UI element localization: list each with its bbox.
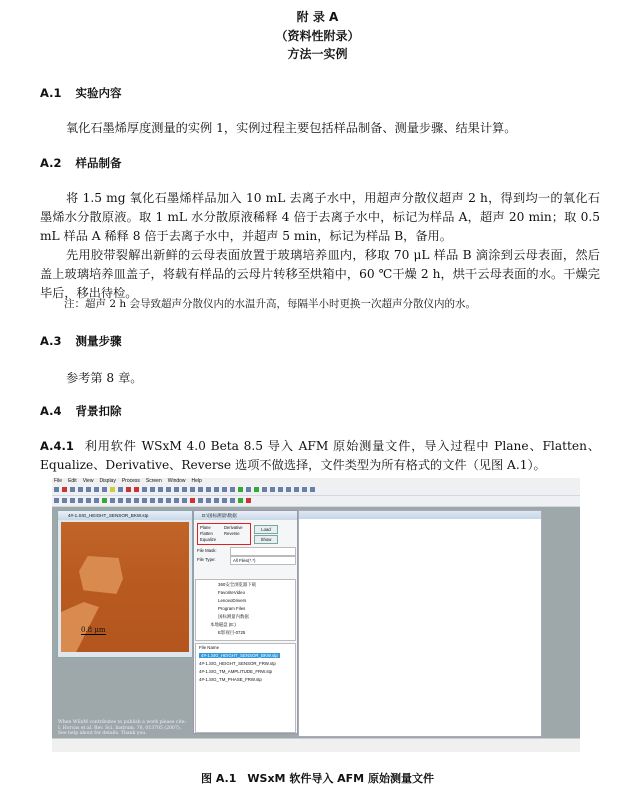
folder-tree[interactable] bbox=[195, 579, 296, 641]
tree-item[interactable]: 本地磁盘 (E:) bbox=[210, 622, 236, 627]
menu-screen[interactable]: Screen bbox=[145, 478, 162, 484]
toolbar-2 bbox=[52, 496, 580, 507]
section-heading: A.2 样品制备 bbox=[40, 156, 122, 170]
file-item-selected[interactable]: 4#-1.SIG_HEIGHT_SENSOR_BKW.stp bbox=[201, 653, 278, 658]
tree-item[interactable]: 360安全浏览器下载 bbox=[218, 582, 257, 587]
option-derivative[interactable]: Derivative bbox=[224, 525, 243, 530]
section-heading: A.3 测量步骤 bbox=[40, 334, 122, 348]
figure-caption: 图 A.1 WSxM 软件导入 AFM 原始测量文件 bbox=[201, 772, 434, 785]
option-flatten[interactable]: Flatten bbox=[200, 531, 213, 536]
file-open-panel bbox=[193, 510, 298, 734]
tree-item[interactable]: FavoriteVideo bbox=[218, 590, 246, 595]
appendix-title: 方法一实例 bbox=[287, 47, 348, 61]
paragraph: 先用胶带裂解出新鲜的云母表面放置于玻璃培养皿内，移取 70 μL 样品 B 滴涂到云母表面，然后盖上玻璃培养皿盖子，将载有样品的云母片转移至烘箱中，60 ℃干燥 2 h，烘干云母表面的水。干燥完毕后，移出待检。 bbox=[40, 248, 600, 300]
file-type-select[interactable]: All Files(*.*) bbox=[230, 556, 296, 565]
tree-item[interactable]: E影视目-0725 bbox=[218, 630, 246, 635]
folder-path: D:\国标测量\数据 bbox=[194, 511, 297, 520]
file-list bbox=[195, 643, 296, 733]
file-item[interactable]: 4#-1.SIG_HEIGHT_SENSOR_FRW.stp bbox=[199, 661, 276, 666]
paragraph: 将 1.5 mg 氧化石墨烯样品加入 10 mL 去离子水中，用超声分散仪超声 2 h，得到均一的氧化石墨烯水分散原液。取 1 mL 水分散原液稀释 4 倍于去离子水中，标记为样品 A，超声 20 min；取 0.5 mL 样品 A 稀释 8 倍于去离子水中，并超声 5 min，标记为样品 B，备用。 bbox=[40, 191, 600, 243]
afm-image bbox=[61, 522, 189, 652]
menu-view[interactable]: View bbox=[82, 478, 94, 484]
menu-window[interactable]: Window bbox=[167, 478, 186, 484]
appendix-label: 附 录 A bbox=[296, 10, 339, 24]
paragraph: 氧化石墨烯厚度测量的实例 1，实例过程主要包括样品制备、测量步骤、结果计算。 bbox=[66, 121, 517, 135]
file-mask-label: File Mask: bbox=[197, 548, 217, 553]
empty-document-window bbox=[298, 510, 542, 737]
option-plane[interactable]: Plane bbox=[200, 525, 211, 530]
citation-note: When WSxM contributes to publish a work please cite: I. Horcas et al. Rev. Sci. Instrum. 78, 013705 (2007). See help about for details. Thank you. bbox=[58, 720, 187, 737]
file-mask-input[interactable] bbox=[230, 547, 296, 556]
option-reverse[interactable]: Reverse bbox=[224, 531, 240, 536]
menu-edit[interactable]: Edit bbox=[68, 478, 77, 484]
image-window-title: 4#-1.SIG_HEIGHT_SENSOR_BKW.stp bbox=[58, 511, 192, 520]
status-bar bbox=[52, 738, 580, 752]
file-item[interactable]: 4#-1.SIG_TM_AMPLITUDE_FRW.stp bbox=[199, 669, 273, 674]
note: 注：超声 2 h 会导致超声分散仪内的水温升高，每隔半小时更换一次超声分散仪内的水。 bbox=[64, 298, 476, 310]
import-options bbox=[197, 523, 251, 545]
option-equalize[interactable]: Equalize bbox=[200, 537, 217, 542]
menu-bar bbox=[52, 478, 580, 485]
menu-process[interactable]: Process bbox=[121, 478, 140, 484]
tree-item[interactable]: 国标测量内数据 bbox=[218, 614, 249, 619]
paragraph: 参考第 8 章。 bbox=[66, 371, 143, 385]
graphene-flake bbox=[79, 556, 123, 594]
file-name-header: File Name bbox=[199, 645, 220, 650]
menu-help[interactable]: Help bbox=[191, 478, 202, 484]
tree-item[interactable]: LenovoDrivers bbox=[218, 598, 247, 603]
load-button[interactable]: Load bbox=[254, 525, 278, 534]
show-button[interactable]: Show bbox=[254, 535, 278, 544]
scale-bar: 0.8 μm bbox=[81, 626, 106, 634]
section-heading: A.1 实验内容 bbox=[40, 86, 122, 100]
image-window[interactable] bbox=[57, 510, 193, 658]
tree-item[interactable]: Program Files bbox=[218, 606, 246, 611]
paragraph: A.4.1 利用软件 WSxM 4.0 Beta 8.5 导入 AFM 原始测量文件，导入过程中 Plane、Flatten、Equalize、Derivative、Reverse 选项不做选择，文件类型为所有格式的文件（见图 A.1）。 bbox=[40, 439, 600, 472]
section-heading: A.4 背景扣除 bbox=[40, 404, 122, 418]
file-item[interactable]: 4#-1.SIG_TM_PHASE_FRW.stp bbox=[199, 677, 262, 682]
file-type-label: File Type: bbox=[197, 557, 216, 562]
appendix-type: （资料性附录） bbox=[275, 29, 360, 43]
toolbar-1 bbox=[52, 485, 580, 496]
menu-display[interactable]: Display bbox=[99, 478, 116, 484]
menu-file[interactable]: File bbox=[54, 478, 63, 484]
wsxm-screenshot bbox=[52, 478, 580, 752]
